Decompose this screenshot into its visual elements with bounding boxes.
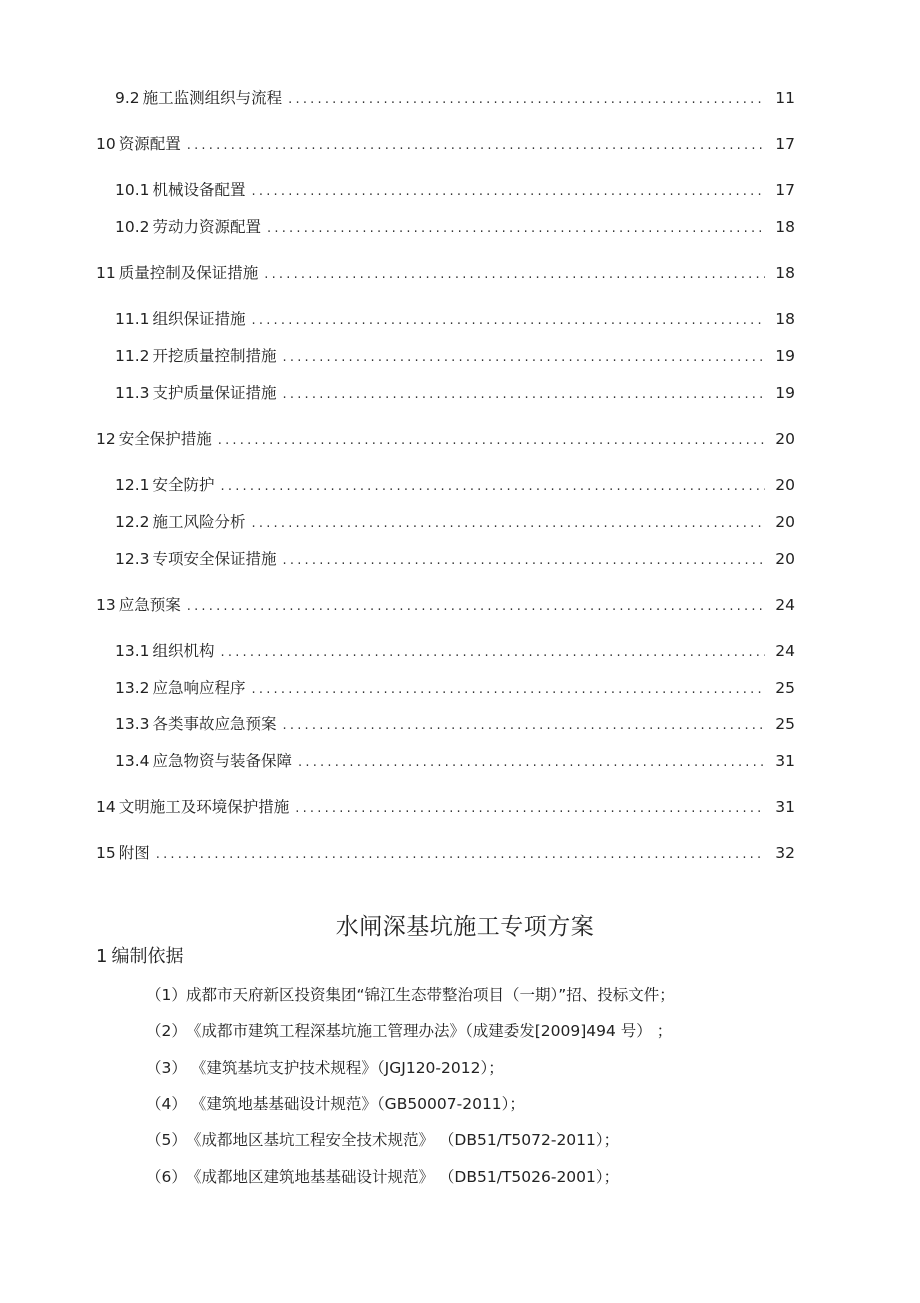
toc-entry-15[interactable] xyxy=(96,843,795,865)
toc-entry-12[interactable] xyxy=(96,429,795,451)
toc-entry-title: 应急物资与装备保障 xyxy=(152,752,293,770)
section-number: 1 xyxy=(96,946,108,967)
basis-list-item xyxy=(146,985,675,1005)
toc-entry-number: 10 xyxy=(96,135,116,153)
toc-entry-page: 25 xyxy=(775,715,795,733)
toc-leader-dots xyxy=(252,680,765,700)
toc-entry-12-1[interactable] xyxy=(115,475,795,497)
toc-entry-number: 9.2 xyxy=(115,89,140,107)
toc-entry-number: 13.3 xyxy=(115,715,150,733)
toc-entry-title: 资源配置 xyxy=(118,135,181,153)
toc-entry-title: 施工风险分析 xyxy=(152,513,246,531)
toc-entry-13[interactable] xyxy=(96,595,795,617)
toc-entry-number: 13.2 xyxy=(115,679,150,697)
section-heading xyxy=(96,942,183,968)
toc-entry-page: 17 xyxy=(775,181,795,199)
toc-entry-number: 14 xyxy=(96,798,116,816)
toc-leader-dots xyxy=(283,716,765,736)
toc-leader-dots xyxy=(283,551,765,571)
toc-entry-number: 12.3 xyxy=(115,550,150,568)
toc-entry-title: 支护质量保证措施 xyxy=(152,384,277,402)
toc-entry-title: 安全防护 xyxy=(152,476,215,494)
toc-entry-14[interactable] xyxy=(96,797,795,819)
toc-entry-number: 13.4 xyxy=(115,752,150,770)
toc-leader-dots xyxy=(218,431,765,451)
toc-entry-page: 11 xyxy=(775,89,795,107)
toc-entry-title: 机械设备配置 xyxy=(152,181,246,199)
toc-leader-dots xyxy=(221,643,765,663)
toc-entry-title: 各类事故应急预案 xyxy=(152,715,277,733)
toc-entry-number: 12 xyxy=(96,430,116,448)
toc-entry-title: 专项安全保证措施 xyxy=(152,550,277,568)
toc-entry-number: 11.2 xyxy=(115,347,150,365)
toc-leader-dots xyxy=(283,385,765,405)
document-title: 水闸深基坑施工专项方案 xyxy=(335,914,595,941)
basis-list-item xyxy=(146,1021,672,1041)
toc-entry-number: 12.1 xyxy=(115,476,150,494)
toc-entry-11[interactable] xyxy=(96,263,795,285)
toc-leader-dots xyxy=(187,136,765,156)
toc-entry-11-1[interactable] xyxy=(115,309,795,331)
toc-leader-dots xyxy=(252,311,765,331)
basis-item-text: 《成都地区建筑地基基础设计规范》 （DB51/T5026-2001）； xyxy=(186,1168,620,1186)
toc-leader-dots xyxy=(283,348,765,368)
toc-entry-title: 应急响应程序 xyxy=(152,679,246,697)
toc-entry-page: 17 xyxy=(775,135,795,153)
toc-entry-title: 劳动力资源配置 xyxy=(152,218,262,236)
toc-entry-title: 文明施工及环境保护措施 xyxy=(118,798,290,816)
toc-entry-12-3[interactable] xyxy=(115,549,795,571)
section-title: 编制依据 xyxy=(111,946,184,967)
toc-entry-page: 20 xyxy=(775,550,795,568)
toc-entry-page: 31 xyxy=(775,798,795,816)
toc-entry-number: 15 xyxy=(96,844,116,862)
toc-entry-number: 11.1 xyxy=(115,310,150,328)
toc-entry-page: 24 xyxy=(775,596,795,614)
toc-entry-12-2[interactable] xyxy=(115,512,795,534)
toc-entry-page: 19 xyxy=(775,347,795,365)
toc-leader-dots xyxy=(267,219,765,239)
toc-entry-number: 13.1 xyxy=(115,642,150,660)
basis-list-item xyxy=(146,1094,525,1114)
toc-entry-number: 11.3 xyxy=(115,384,150,402)
basis-item-index: （6） xyxy=(146,1168,187,1186)
toc-entry-title: 组织保证措施 xyxy=(152,310,246,328)
toc-entry-page: 20 xyxy=(775,430,795,448)
toc-entry-page: 32 xyxy=(775,844,795,862)
basis-item-text: 《成都地区基坑工程安全技术规范》 （DB51/T5072-2011）； xyxy=(186,1131,620,1149)
basis-item-text: 《建筑地基基础设计规范》（GB50007-2011）； xyxy=(186,1095,525,1113)
basis-item-text: 《建筑基坑支护技术规程》（JGJ120-2012）； xyxy=(186,1059,504,1077)
toc-entry-title: 质量控制及保证措施 xyxy=(118,264,259,282)
toc-entry-title: 施工监测组织与流程 xyxy=(142,89,283,107)
toc-entry-13-1[interactable] xyxy=(115,641,795,663)
toc-entry-title: 应急预案 xyxy=(118,596,181,614)
basis-item-index: （5） xyxy=(146,1131,187,1149)
basis-list-item xyxy=(146,1167,619,1187)
toc-entry-13-2[interactable] xyxy=(115,678,795,700)
toc-entry-title: 开挖质量控制措施 xyxy=(152,347,277,365)
toc-leader-dots xyxy=(187,597,765,617)
toc-entry-13-3[interactable] xyxy=(115,714,795,736)
toc-entry-title: 附图 xyxy=(118,844,150,862)
basis-list-item xyxy=(146,1130,619,1150)
toc-leader-dots xyxy=(298,753,765,773)
toc-entry-page: 20 xyxy=(775,476,795,494)
toc-entry-page: 25 xyxy=(775,679,795,697)
toc-entry-page: 31 xyxy=(775,752,795,770)
toc-entry-page: 18 xyxy=(775,264,795,282)
basis-item-text: 成都市天府新区投资集团“锦江生态带整治项目（一期）”招、投标文件； xyxy=(186,986,675,1004)
toc-entry-11-3[interactable] xyxy=(115,383,795,405)
toc-entry-13-4[interactable] xyxy=(115,751,795,773)
toc-entry-page: 18 xyxy=(775,218,795,236)
toc-entry-title: 安全保护措施 xyxy=(118,430,212,448)
toc-entry-number: 10.2 xyxy=(115,218,150,236)
toc-entry-number: 13 xyxy=(96,596,116,614)
toc-leader-dots xyxy=(252,182,765,202)
toc-entry-number: 11 xyxy=(96,264,116,282)
basis-item-index: （3） xyxy=(146,1059,187,1077)
toc-entry-page: 24 xyxy=(775,642,795,660)
toc-entry-title: 组织机构 xyxy=(152,642,215,660)
basis-item-index: （2） xyxy=(146,1022,187,1040)
toc-leader-dots xyxy=(252,514,765,534)
toc-leader-dots xyxy=(156,845,765,865)
toc-entry-10[interactable] xyxy=(96,134,795,156)
toc-entry-number: 12.2 xyxy=(115,513,150,531)
basis-item-index: （1） xyxy=(146,986,187,1004)
toc-entry-10-2[interactable] xyxy=(115,217,795,239)
toc-entry-page: 18 xyxy=(775,310,795,328)
toc-leader-dots xyxy=(221,477,765,497)
toc-leader-dots xyxy=(264,265,765,285)
basis-item-text: 《成都市建筑工程深基坑施工管理办法》（成建委发[2009]494 号） ； xyxy=(186,1022,673,1040)
toc-leader-dots xyxy=(288,90,765,110)
toc-entry-10-1[interactable] xyxy=(115,180,795,202)
toc-entry-page: 19 xyxy=(775,384,795,402)
toc-entry-number: 10.1 xyxy=(115,181,150,199)
basis-item-index: （4） xyxy=(146,1095,187,1113)
basis-list-item xyxy=(146,1058,504,1078)
toc-entry-9-2[interactable] xyxy=(115,88,795,110)
toc-entry-page: 20 xyxy=(775,513,795,531)
toc-entry-11-2[interactable] xyxy=(115,346,795,368)
toc-leader-dots xyxy=(295,799,765,819)
